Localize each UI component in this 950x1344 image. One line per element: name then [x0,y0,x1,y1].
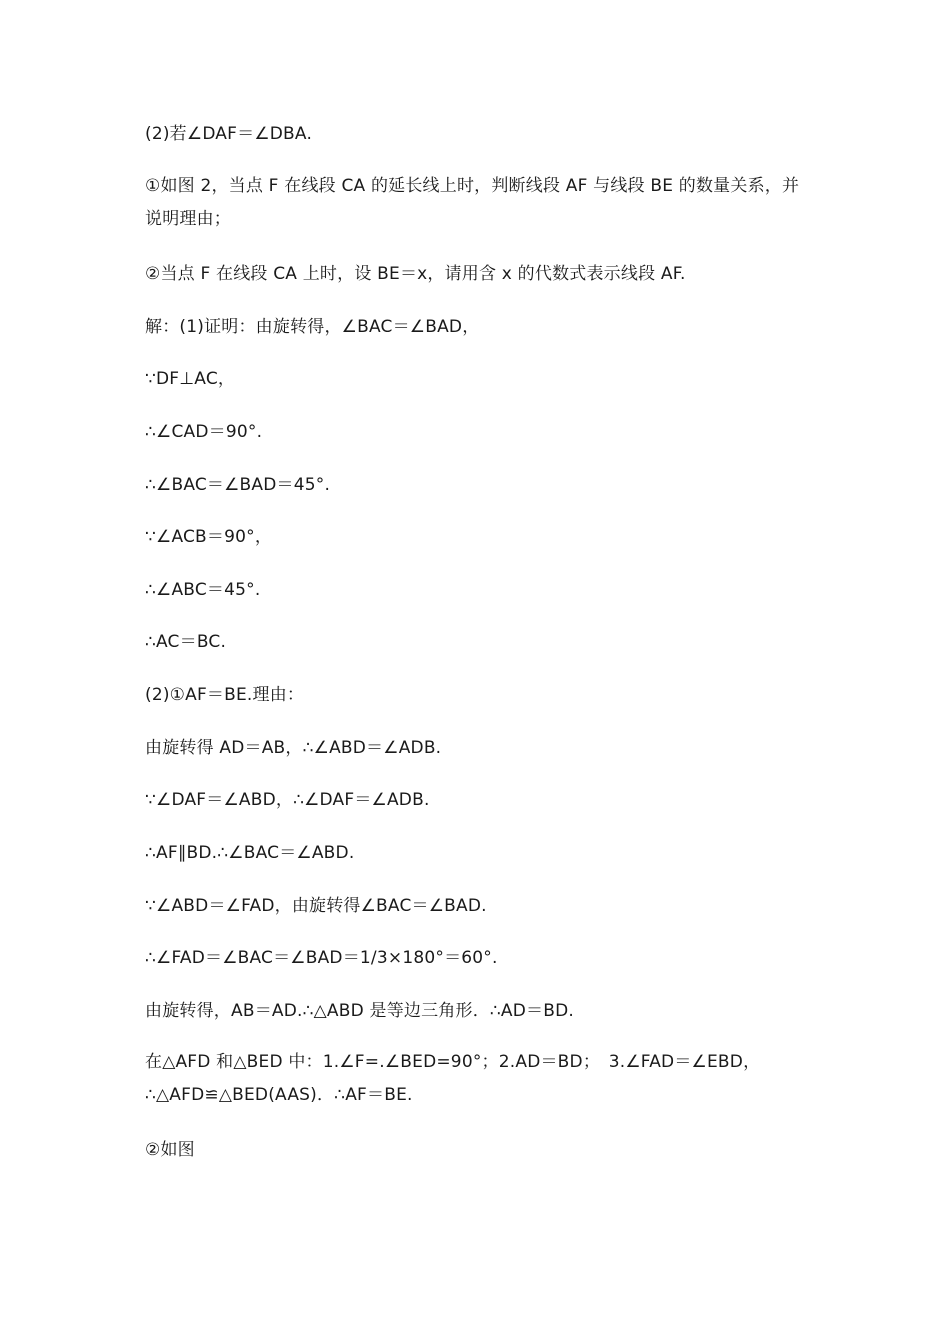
text-line-1: (2)若∠DAF＝∠DBA. [145,124,313,144]
text-line-12: 由旋转得 AD＝AB，∴∠ABD＝∠ADB. [145,738,442,758]
text-line-17: 由旋转得，AB＝AD.∴△ABD 是等边三角形．∴AD＝BD. [145,1001,574,1021]
text-line-2: ①如图 2，当点 F 在线段 CA 的延长线上时，判断线段 AF 与线段 BE 的数量关系，并说明理由； [145,176,800,229]
text-line-15: ∵∠ABD＝∠FAD，由旋转得∠BAC＝∠BAD. [145,896,487,916]
text-line-16: ∴∠FAD＝∠BAC＝∠BAD＝1/3×180°＝60°. [145,948,498,968]
text-line-9: ∴∠ABC＝45°. [145,580,261,600]
text-line-11: (2)①AF＝BE.理由： [145,685,305,705]
text-line-4: 解：(1)证明：由旋转得，∠BAC＝∠BAD， [145,317,480,337]
text-line-7: ∴∠BAC＝∠BAD＝45°. [145,475,331,495]
text-line-3: ②当点 F 在线段 CA 上时，设 BE＝x，请用含 x 的代数式表示线段 AF. [145,264,686,284]
text-line-5: ∵DF⊥AC， [145,369,236,389]
text-line-8: ∵∠ACB＝90°， [145,527,273,547]
text-line-6: ∴∠CAD＝90°. [145,422,263,442]
text-line-18: 在△AFD 和△BED 中：1.∠F=.∠BED=90°；2.AD＝BD； 3.∠FAD＝∠EBD，∴△AFD≌△BED(AAS)．∴AF＝BE. [145,1052,761,1105]
text-line-14: ∴AF∥BD.∴∠BAC＝∠ABD. [145,843,355,863]
text-line-19: ②如图 [145,1140,195,1160]
text-line-13: ∵∠DAF＝∠ABD，∴∠DAF＝∠ADB. [145,790,430,810]
text-line-10: ∴AC＝BC. [145,632,227,652]
